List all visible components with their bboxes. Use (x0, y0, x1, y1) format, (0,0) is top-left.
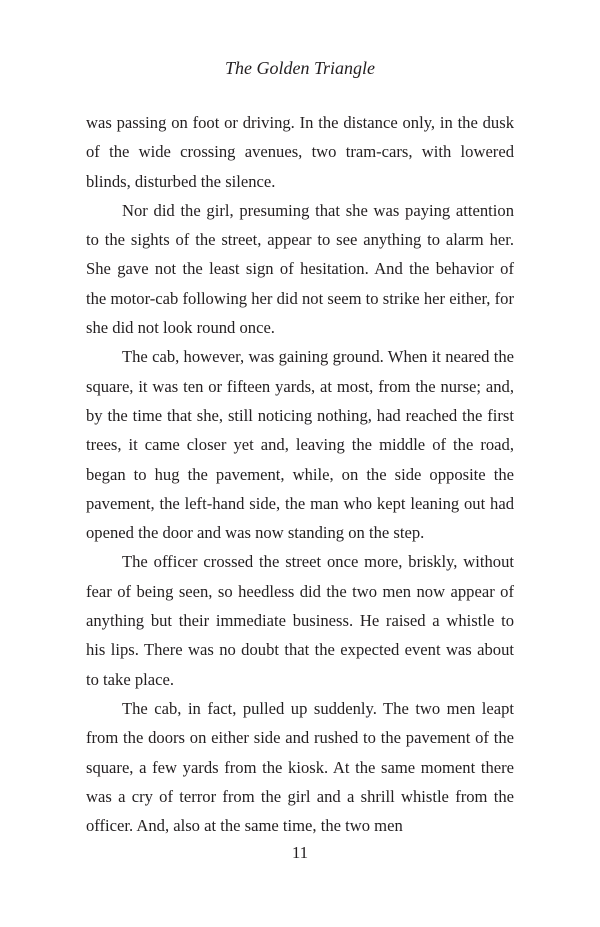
paragraph: The cab, however, was gaining ground. When it neared the square, it was ten or fifteen yards, at most, from the nurse; and, by the time that she, still noticing nothing, had reached the first trees, it came closer yet and, leaving the middle of the road, began to hug the pavement, while, on the side opposite the pavement, the left-hand side, the man who kept leaning out had opened the door and was now standing on the step. (86, 347, 514, 543)
page-number: 11 (291, 843, 309, 862)
paragraph: The cab, in fact, pulled up suddenly. The two men leapt from the doors on either side and rushed to the pavement of the square, a few yards from the kiosk. At the same moment there was a cry of terror from the girl and a shrill whistle from the officer. And, also at the same time, the two men (86, 698, 514, 836)
paragraph: The officer crossed the street once more, briskly, without fear of being seen, so heedless did the two men now appear of anything but their immediate business. He raised a whistle to his lips. There was no doubt that the expected event was about to take place. (86, 552, 514, 689)
running-head-title: The Golden Triangle (224, 58, 375, 78)
paragraph: Nor did the girl, presuming that she was paying attention to the sights of the street, appear to see anything to alarm her. She gave not the least sign of hesitation. And the behavior of the motor-cab following her did not seem to strike her either, for she did not look round once. (86, 200, 514, 338)
paragraph: was passing on foot or driving. In the distance only, in the dusk of the wide crossing avenues, two tram-cars, with lowered blinds, disturbed the silence. (86, 113, 514, 191)
body-text (86, 108, 514, 840)
